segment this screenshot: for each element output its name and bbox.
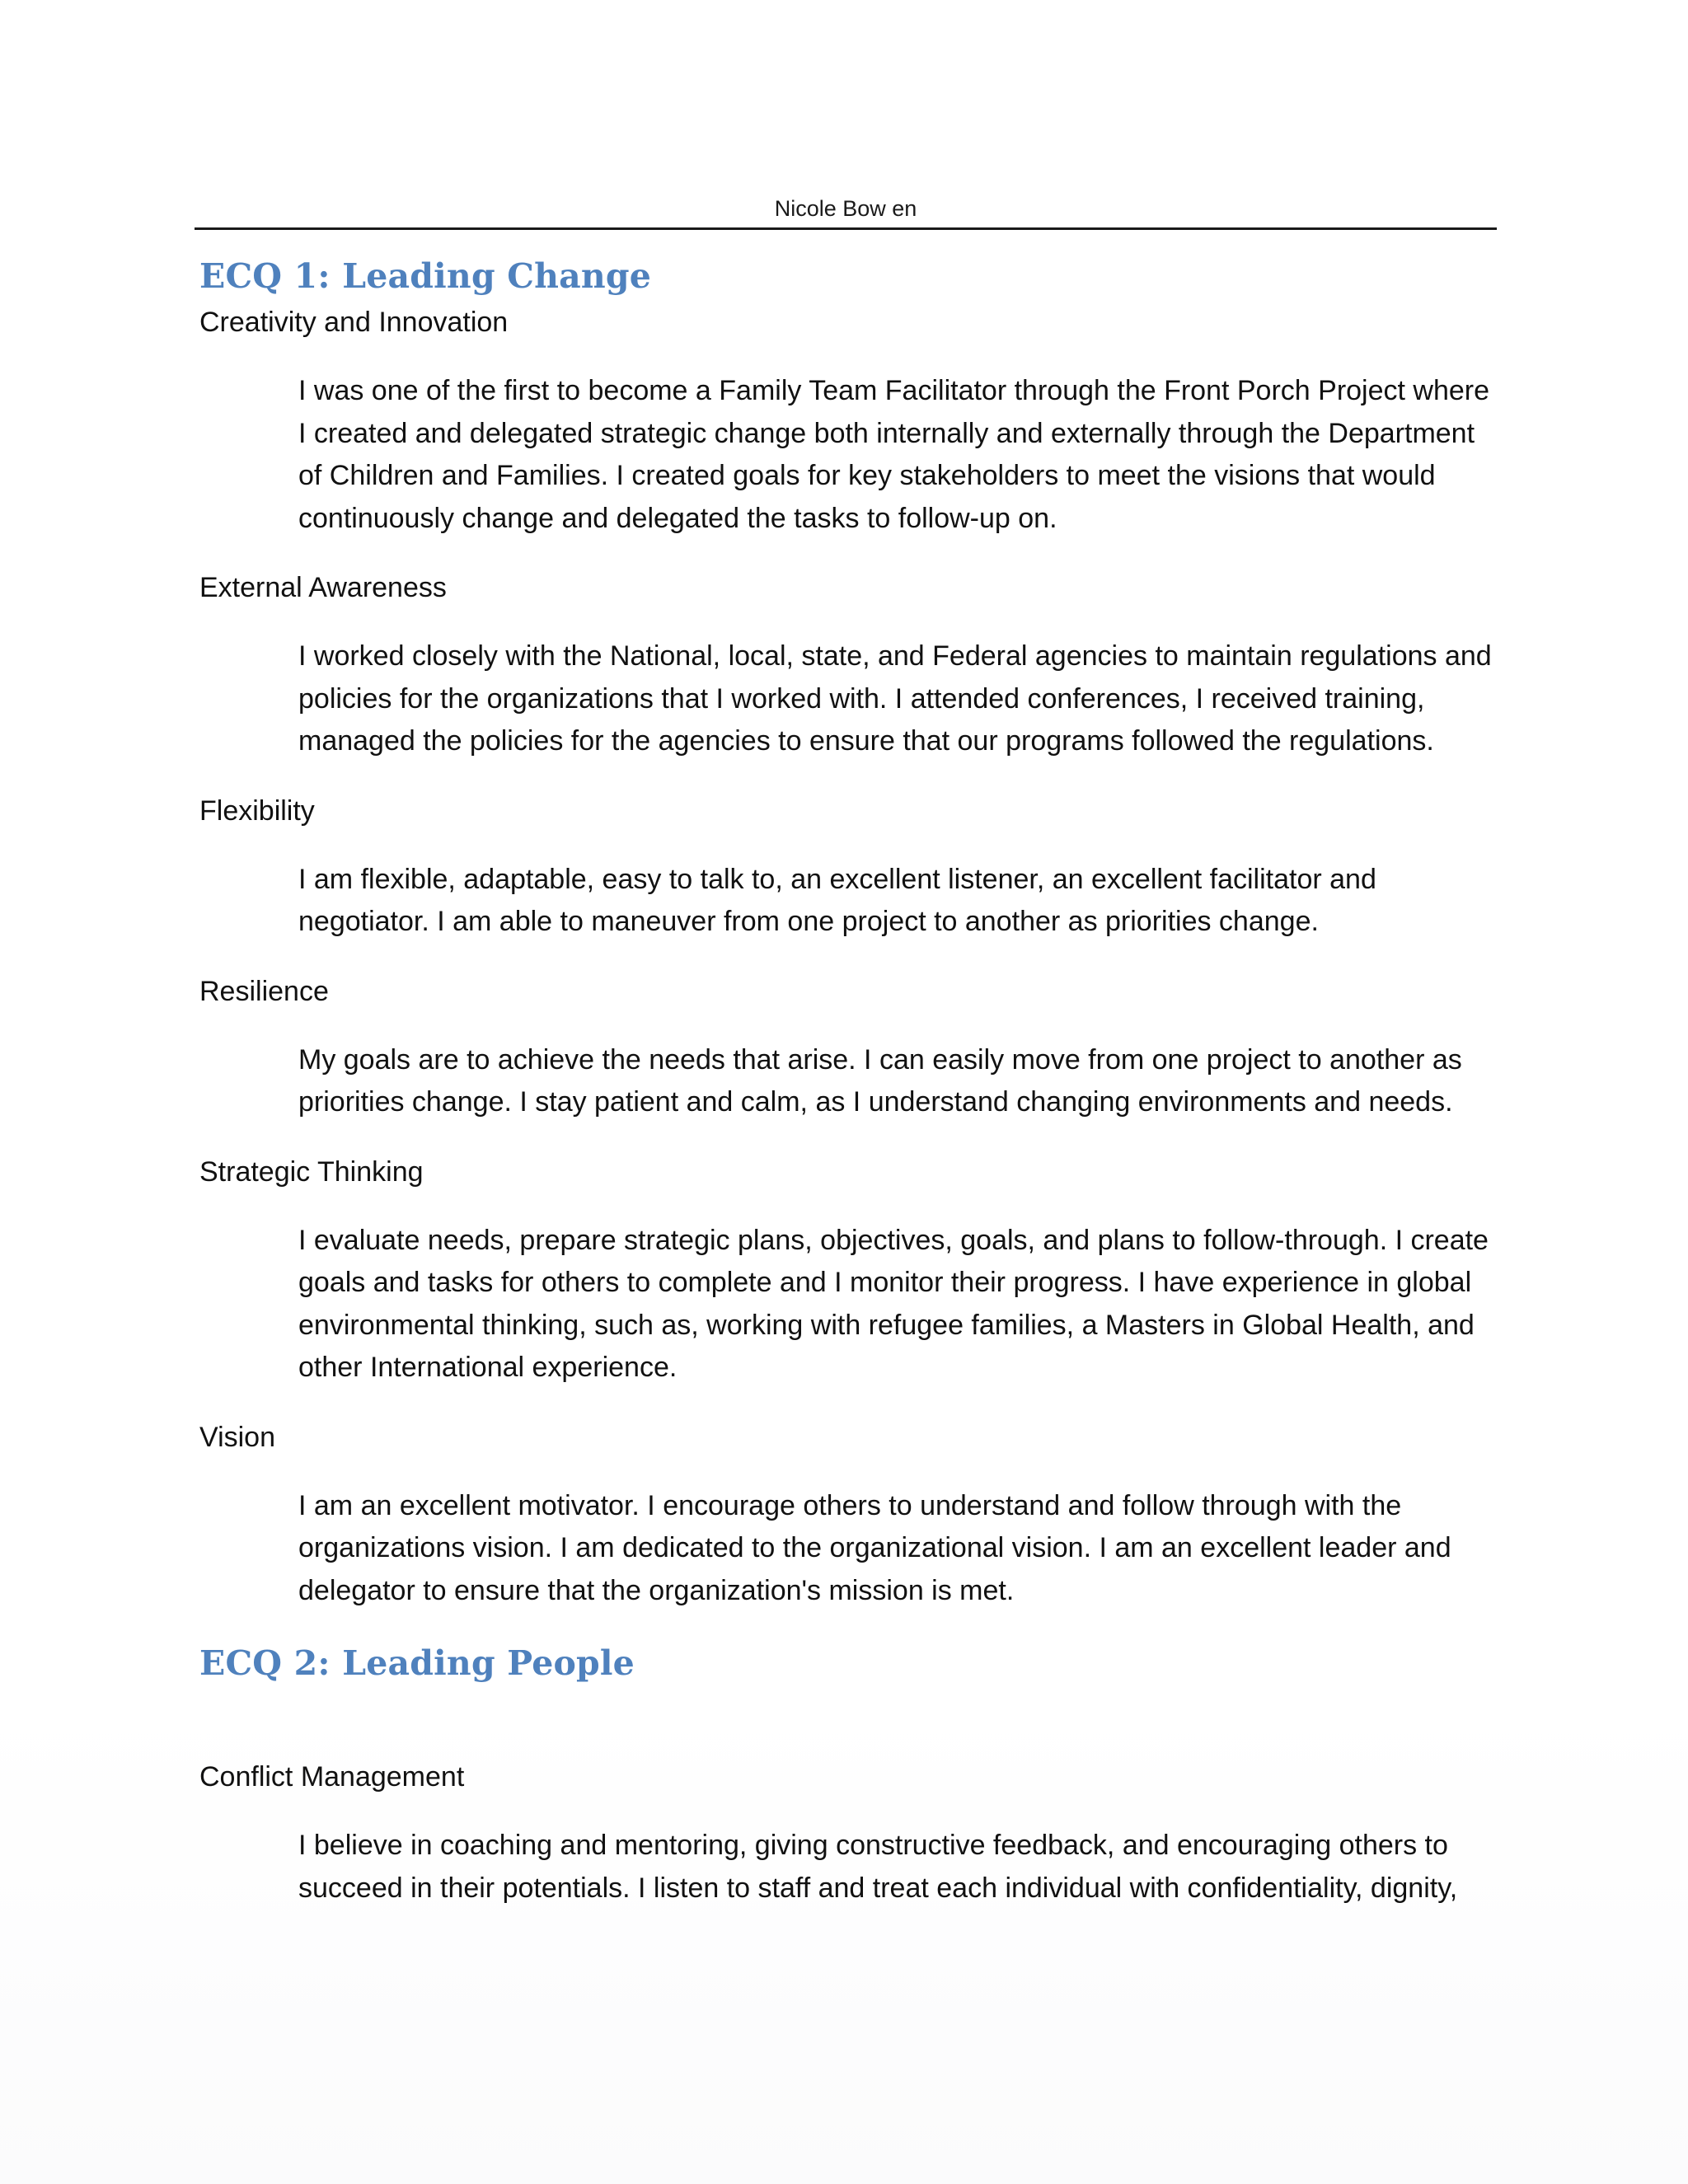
competency-description: I was one of the first to become a Family Team Facilitator through the Front Porch Project where I created and delegated strategic change both internally and externally through the Department of Children and Families. I created goals for key stakeholders to meet the visions that would continuously change and delegated the tasks to follow-up on. <box>298 375 1490 534</box>
competency-strategic-thinking <box>199 1151 1502 1390</box>
competency-resilience <box>199 970 1502 1124</box>
competency-description: I believe in coaching and mentoring, giving constructive feedback, and encouraging others to succeed in their potentials. I listen to staff and treat each individual with confidentiality, dignity, <box>298 1830 1458 1904</box>
competency-title: Vision <box>199 1421 275 1453</box>
competency-external-awareness <box>199 566 1502 763</box>
competency-description: I am an excellent motivator. I encourage others to understand and follow through with the organizations vision. I am dedicated to the organizational vision. I am an excellent leader and delegator to ensure that the organization's mission is met. <box>298 1489 1451 1606</box>
competency-conflict-management <box>199 1755 1502 1910</box>
competency-title: Creativity and Innovation <box>199 307 509 338</box>
competency-description: I evaluate needs, prepare strategic plans, objectives, goals, and plans to follow-through. I create goals and tasks for others to complete and I monitor their progress. I have experience in global environmental thinking, such as, working with refugee families, a Masters in Global Health, and other International experience. <box>298 1224 1489 1383</box>
ecq1-heading: ECQ 1: Leading Change <box>199 256 652 296</box>
page-header <box>195 194 1497 230</box>
competency-vision <box>199 1416 1502 1613</box>
competency-creativity-innovation <box>199 301 1502 540</box>
competency-title: Conflict Management <box>199 1761 465 1793</box>
ecq2-heading: ECQ 2: Leading People <box>199 1643 635 1683</box>
competency-flexibility <box>199 790 1502 944</box>
competency-title: Resilience <box>199 975 329 1007</box>
competency-description: I am flexible, adaptable, easy to talk to, an excellent listener, an excellent facilitator and negotiator. I am able to maneuver from one project to another as priorities change. <box>298 863 1376 937</box>
competency-description: My goals are to achieve the needs that arise. I can easily move from one project to another as priorities change. I stay patient and calm, as I understand changing environments and needs. <box>298 1043 1462 1118</box>
competency-description: I worked closely with the National, local, state, and Federal agencies to maintain regulations and policies for the organizations that I worked with. I attended conferences, I received training, managed the policies for the agencies to ensure that our programs followed the regulations. <box>298 640 1492 757</box>
document-body <box>199 251 1502 1936</box>
competency-title: External Awareness <box>199 572 447 603</box>
header-author-name: Nicole Bow en <box>774 196 917 221</box>
competency-title: Strategic Thinking <box>199 1155 424 1188</box>
competency-title: Flexibility <box>199 794 315 827</box>
